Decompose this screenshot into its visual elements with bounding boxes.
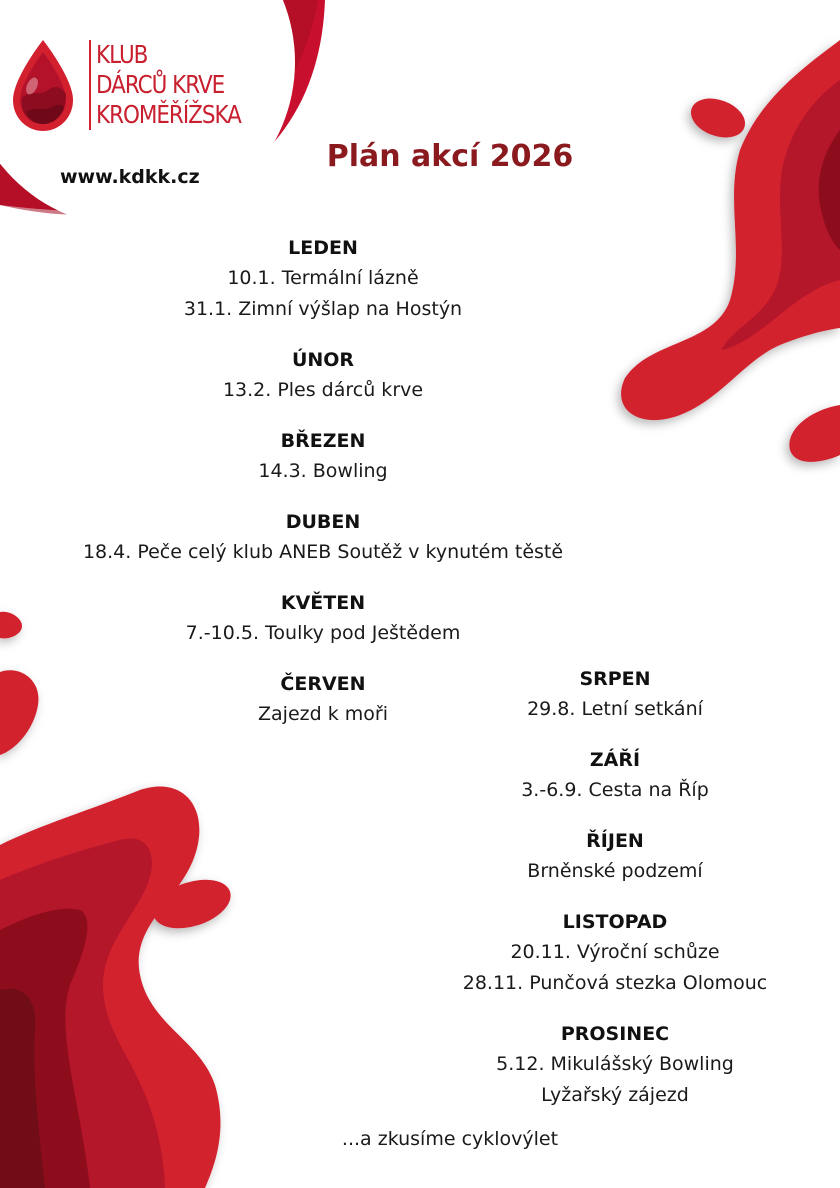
event-item: 5.12. Mikulášský Bowling	[496, 1053, 734, 1075]
month-heading: LISTOPAD	[562, 911, 668, 933]
event-item: 28.11. Punčová stezka Olomouc	[462, 972, 768, 994]
event-item: 20.11. Výroční schůze	[510, 941, 720, 963]
event-item: 18.4. Peče celý klub ANEB Soutěž v kynutém těstě	[82, 541, 564, 563]
blood-drop-icon	[8, 38, 78, 133]
event-item: 13.2. Ples dárců krve	[222, 379, 424, 401]
event-item: 14.3. Bowling	[258, 460, 388, 482]
month-section-unor	[23, 345, 623, 406]
page-title: Plán akcí 2026	[326, 139, 574, 174]
month-section-srpen	[415, 664, 815, 725]
event-item: 31.1. Zimní výšlap na Hostýn	[183, 298, 463, 320]
month-section-rijen	[415, 826, 815, 887]
right-schedule-column	[415, 664, 815, 1111]
event-item: 10.1. Termální lázně	[227, 267, 419, 289]
month-section-listopad	[415, 907, 815, 999]
month-heading: ŘÍJEN	[586, 830, 644, 852]
top-right-red-splash	[621, 40, 840, 462]
logo-divider	[89, 40, 91, 130]
month-heading: PROSINEC	[560, 1023, 670, 1045]
footer-note: ...a zkusíme cyklovýlet	[341, 1128, 559, 1150]
logo-wordmark	[96, 40, 241, 130]
website-url: www.kdkk.cz	[60, 166, 200, 188]
month-section-leden	[23, 233, 623, 325]
month-section-zari	[415, 745, 815, 806]
month-heading: ÚNOR	[291, 349, 355, 371]
event-item: 7.-10.5. Toulky pod Ještědem	[185, 622, 461, 644]
month-section-prosinec	[415, 1019, 815, 1111]
month-heading: KVĚTEN	[280, 592, 366, 614]
event-item: Lyžařský zájezd	[541, 1084, 689, 1106]
event-item: 3.-6.9. Cesta na Říp	[521, 779, 709, 801]
bottom-left-red-splash	[0, 786, 237, 1188]
month-section-duben	[23, 507, 623, 568]
month-heading: DUBEN	[285, 511, 361, 533]
event-item: Brněnské podzemí	[527, 860, 703, 882]
month-section-brezen	[23, 426, 623, 487]
logo-line: KROMĚŘÍŽSKA	[96, 100, 241, 129]
month-heading: LEDEN	[288, 237, 358, 259]
month-heading: ČERVEN	[280, 673, 366, 695]
logo-line: KLUB	[96, 40, 148, 69]
event-item: Zajezd k moři	[258, 703, 388, 725]
logo-line: DÁRCŮ KRVE	[96, 70, 225, 99]
month-heading: BŘEZEN	[280, 430, 366, 452]
month-section-kveten	[23, 588, 623, 649]
month-heading: ZÁŘÍ	[589, 749, 641, 771]
left-schedule-column	[23, 233, 623, 730]
month-heading: SRPEN	[579, 668, 651, 690]
event-item: 29.8. Letní setkání	[527, 698, 703, 720]
